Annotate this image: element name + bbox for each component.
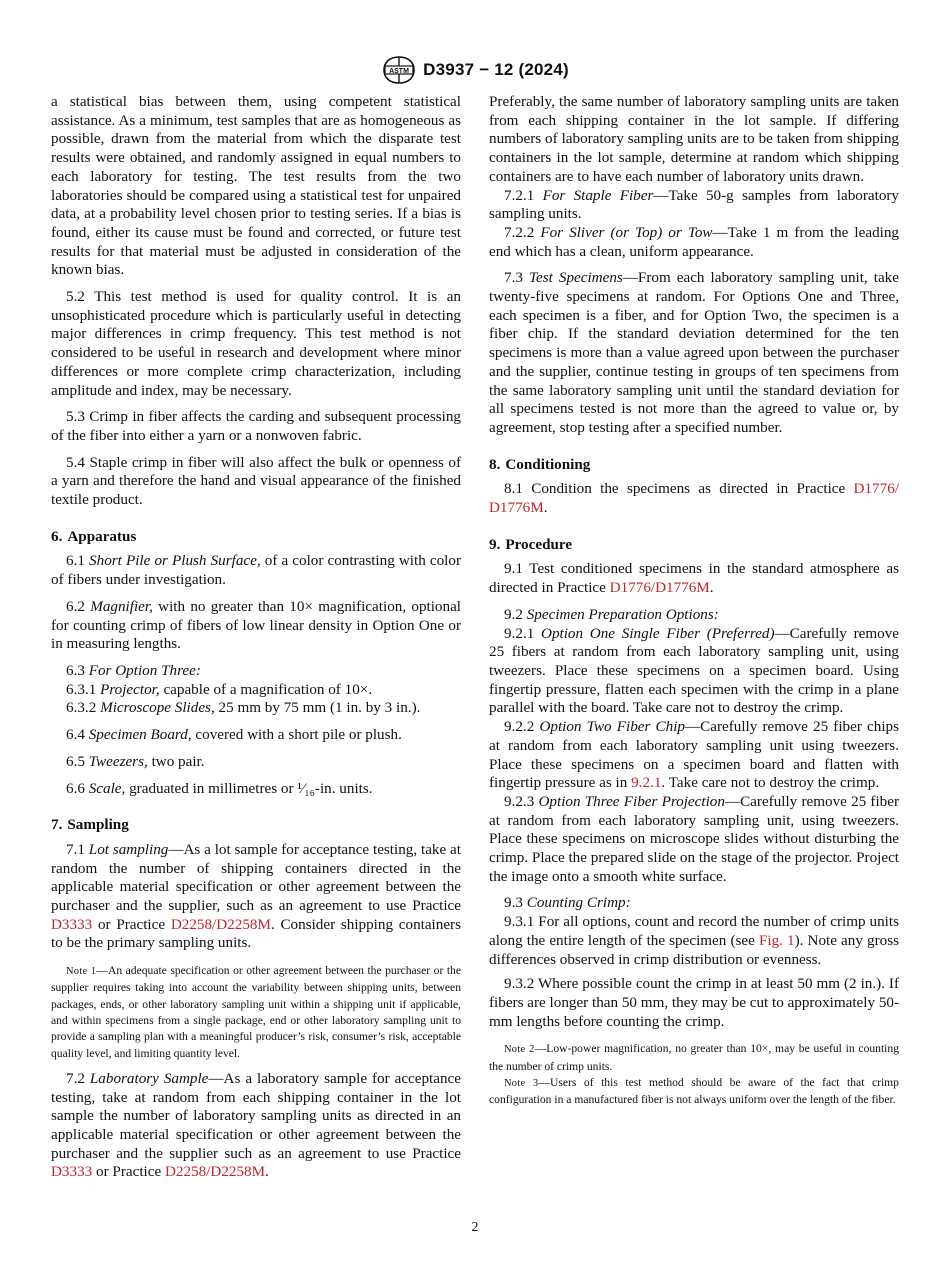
paragraph-7-2 (51, 1070, 461, 1182)
note-3 (489, 1075, 899, 1109)
clause-text: —Carefully remove 25 fiber at random from each laboratory sampling unit, using tweezers. Place these specimens on microscope slides without disturbing the crimp. Place the prepared slide on the stage of the projector. Project the image onto a smooth white surface. (489, 792, 899, 885)
paragraph-7-3 (489, 269, 899, 437)
paragraph-9-2 (489, 606, 899, 625)
paragraph-8-1 (489, 480, 899, 517)
clause-text: —Take 1 m from the leading end which has a clean, uniform appearance. (489, 223, 899, 260)
note-text: —Low-power magnification, no greater than 10×, may be useful in counting the number of crimp units. (489, 1042, 899, 1073)
clause-number: 6.3.2 (66, 699, 97, 717)
section-number: 6. (51, 527, 63, 545)
page-header (0, 56, 950, 84)
paragraph-9-2-2 (489, 718, 899, 793)
paragraph-6-6 (51, 780, 461, 799)
note-2 (489, 1041, 899, 1075)
section-heading-9 (489, 536, 899, 555)
clause-term: Lot sampling (88, 840, 169, 858)
paragraph-6-4 (51, 726, 461, 745)
paragraph-6-1 (51, 552, 461, 589)
clause-number: 6.3.1 (66, 680, 97, 698)
clause-number: 6.1 (66, 552, 85, 570)
link-d2258[interactable]: D2258/D2258M (164, 1163, 266, 1181)
section-title: Apparatus (67, 527, 137, 545)
note-text: —An adequate specification or other agreement between the purchaser or the supplier requires taking into account the variability between shipping units, between packages, ends, or other laboratory sampling unit within a shipping unit if applicable, and within specimens from a single package, end or other laboratory sampling unit to provide a sampling plan with a meaningful producer’s risk, consumer’s risk, acceptable quality level, and limiting quantity level. (51, 964, 461, 1060)
section-heading-7 (51, 816, 461, 835)
paragraph-5-4: 5.4 Staple crimp in fiber will also affect the bulk or openness of a yarn and therefore the hand and visual appearance of the finished textile product. (51, 453, 461, 509)
section-number: 9. (489, 535, 501, 553)
section-title: Conditioning (505, 455, 591, 473)
clause-term: Specimen Preparation Options: (526, 605, 719, 623)
link-d1776[interactable]: D1776/ D1776M (489, 480, 899, 517)
paragraph-6-5 (51, 753, 461, 772)
clause-text: two pair. (151, 752, 205, 770)
clause-term: Option One Single Fiber (Preferred) (541, 624, 775, 642)
paragraph-5-1-continued: a statistical bias between them, using competent statistical assistance. As a minimum, test samples that are as homogeneous as possible, drawn from the material from which the disparate test results were obtained, and randomly assigned in equal numbers to each laboratory for testing. The test results from the two laboratories should be compared using a statistical test for unpaired data, at a probability level chosen prior to testing series. If a bias is found, either its cause must be found and corrected, or future test results for that material must be adjusted in consideration of the known bias. (51, 93, 461, 279)
clause-number: 7.2.2 (504, 223, 535, 241)
document-designation: D3937 − 12 (2024) (423, 60, 569, 79)
paragraph-6-3-1 (51, 681, 461, 700)
left-column (51, 93, 461, 1182)
paragraph-9-3-1 (489, 913, 899, 969)
clause-number: 7.2.1 (504, 186, 535, 204)
clause-term: Scale, (88, 779, 126, 797)
clause-text: . (265, 1163, 269, 1181)
link-d1776[interactable]: D1776/D1776M (609, 579, 710, 597)
clause-term: Tweezers, (88, 752, 148, 770)
clause-text: 25 mm by 75 mm (1 in. by 3 in.). (218, 699, 421, 717)
clause-term: Option Two Fiber Chip (539, 718, 685, 736)
clause-text: —As a lot sample for acceptance testing, take at random the number of shipping containers directed in the applicable material specification or other agreement between the purchaser and the supplier, such as an agreement to use Practice (51, 840, 461, 915)
clause-term: Microscope Slides, (100, 699, 215, 717)
paragraph-7-1 (51, 841, 461, 953)
clause-text: ). Note any gross differences observed in crimp distribution or evenness. (489, 931, 899, 968)
note-1 (51, 963, 461, 1062)
paragraph-5-3: 5.3 Crimp in fiber affects the carding and subsequent processing of the fiber into either a yarn or a nonwoven fabric. (51, 408, 461, 444)
clause-text: or Practice (96, 1163, 162, 1181)
clause-number: 9.2.3 (504, 792, 535, 810)
astm-logo-text: ASTM (389, 67, 410, 75)
section-title: Procedure (505, 535, 573, 553)
clause-text: covered with a short pile or plush. (195, 726, 402, 744)
clause-term: Projector, (100, 680, 160, 698)
link-9-2-1[interactable]: 9.2.1 (631, 774, 662, 792)
paragraph-9-1 (489, 560, 899, 597)
clause-number: 6.6 (66, 779, 85, 797)
clause-number: 6.4 (66, 726, 85, 744)
clause-number: 7.3 (504, 269, 523, 287)
clause-term: For Option Three: (88, 661, 201, 679)
clause-text: graduated in millimetres or ¹⁄₁₆-in. units. (129, 779, 373, 797)
link-fig-1[interactable]: Fig. 1 (758, 931, 795, 949)
right-column (489, 93, 899, 1109)
clause-text: 9.1 Test conditioned specimens in the standard atmosphere as directed in Practice (489, 560, 899, 597)
clause-term: For Sliver (or Top) or Tow (540, 223, 713, 241)
note-label: Note 3 (504, 1077, 539, 1089)
clause-term: Magnifier, (90, 597, 153, 615)
paragraph-9-3 (489, 894, 899, 913)
link-d3333[interactable]: D3333 (51, 1163, 93, 1181)
clause-text: . (543, 499, 548, 517)
note-label: Note 2 (504, 1044, 535, 1056)
section-number: 8. (489, 455, 501, 473)
clause-number: 9.2.1 (504, 624, 535, 642)
clause-text: —Take 50-g samples from laboratory sampling units. (489, 186, 899, 223)
section-heading-6 (51, 528, 461, 547)
paragraph-6-2 (51, 598, 461, 654)
section-title: Sampling (67, 816, 129, 834)
clause-text: —Carefully remove 25 fiber chips at random from each laboratory sampling unit using tweezers. Place these specimens on a specimen board and flatten with fingertip pressure as in (489, 718, 899, 792)
clause-term: Specimen Board, (88, 726, 192, 744)
link-d2258[interactable]: D2258/D2258M (170, 915, 271, 933)
astm-logo-icon (381, 56, 417, 84)
paragraph-5-2: 5.2 This test method is used for quality control. It is an unsophisticated procedure which is particularly useful in detecting major differences in crimp frequency. This test method is not considered to be useful in research and development where minor differences or more complete crimp characterization, including amplitude and index, may be necessary. (51, 288, 461, 399)
clause-term: Short Pile or Plush Surface, (89, 552, 261, 570)
clause-number: 6.2 (66, 597, 85, 615)
clause-text: or Practice (97, 915, 166, 933)
clause-text: —From each laboratory sampling unit, take twenty-five specimens at random. For Options One and Three, each specimen is a fiber, and for Option Two, the specimen is a fiber chip. If the standard deviation determined for the ten specimens is more than a value agreed upon between the purchaser and the supplier, continue testing in groups of ten specimens from the same laboratory sampling unit until the standard deviation for all specimens tested is not more than the agreed to value or, by agreement, stop testing after a specified number. (489, 269, 899, 436)
clause-number: 6.3 (66, 661, 85, 679)
clause-text: with no greater than 10× magnification, optional for counting crimp of fibers of low linear density in Option One or in measuring lengths. (51, 597, 461, 653)
paragraph-7-2-continued: Preferably, the same number of laboratory sampling units are taken from each shipping container in the lot sample. If differing numbers of laboratory sampling units are to be taken from shipping containers in the lot sample, determine at random which shipping containers are to have each number of laboratory units drawn. (489, 93, 899, 185)
paragraph-9-2-3 (489, 793, 899, 887)
page-number: 2 (471, 1220, 479, 1235)
clause-number: 7.1 (66, 840, 85, 858)
clause-number: 9.2 (504, 605, 523, 623)
clause-text: 8.1 Condition the specimens as directed in Practice (504, 480, 846, 498)
section-heading-8 (489, 456, 899, 475)
clause-term: For Staple Fiber (542, 186, 654, 204)
paragraph-6-3-2 (51, 699, 461, 718)
clause-text: —As a laboratory sample for acceptance testing, take at random from each shipping container in the lot sample the number of laboratory sampling units as directed in an applicable material specification or other agreement between the purchaser and the supplier such as an agreement to use Practice (51, 1069, 461, 1162)
clause-text: 9.3.1 For all options, count and record the number of crimp units along the entire length of the specimen (see (489, 913, 899, 949)
paragraph-7-2-1 (489, 187, 899, 224)
paragraph-9-2-1 (489, 625, 899, 719)
clause-text: . (709, 579, 714, 597)
clause-text: . Take care not to destroy the crimp. (661, 774, 880, 792)
section-number: 7. (51, 816, 63, 834)
clause-term: Test Specimens (528, 269, 623, 287)
clause-term: Option Three Fiber Projection (538, 792, 725, 810)
paragraph-9-3-2: 9.3.2 Where possible count the crimp in at least 50 mm (2 in.). If fibers are longer than 50 mm, they may be cut to approximately 50-mm lengths before counting the crimp. (489, 975, 899, 1030)
clause-text: —Carefully remove 25 fibers at random from each laboratory sampling unit, using tweezers. Place these specimens on a specimen board. Using fingertip pressure, flatten each specimen with the crimp in a plane parallel with the board. Take care not to destroy the crimp. (489, 624, 899, 717)
clause-text: . Consider shipping containers to be the primary sampling units. (51, 915, 461, 952)
clause-text: of a color contrasting with color of fibers under investigation. (51, 552, 461, 589)
clause-text: capable of a magnification of 10×. (163, 680, 373, 698)
clause-number: 6.5 (66, 752, 85, 770)
paragraph-6-3 (51, 662, 461, 681)
clause-number: 9.3 (504, 894, 523, 912)
clause-number: 9.2.2 (504, 718, 535, 736)
clause-number: 7.2 (66, 1069, 85, 1087)
note-text: —Users of this test method should be aware of the fact that crimp configuration in a manufactured fiber is not always uniform over the length of the fiber. (489, 1075, 899, 1107)
paragraph-7-2-2 (489, 224, 899, 261)
note-label: Note 1 (66, 966, 97, 978)
link-d3333[interactable]: D3333 (51, 915, 93, 933)
clause-term: Counting Crimp: (526, 894, 631, 912)
clause-term: Laboratory Sample (89, 1069, 209, 1087)
